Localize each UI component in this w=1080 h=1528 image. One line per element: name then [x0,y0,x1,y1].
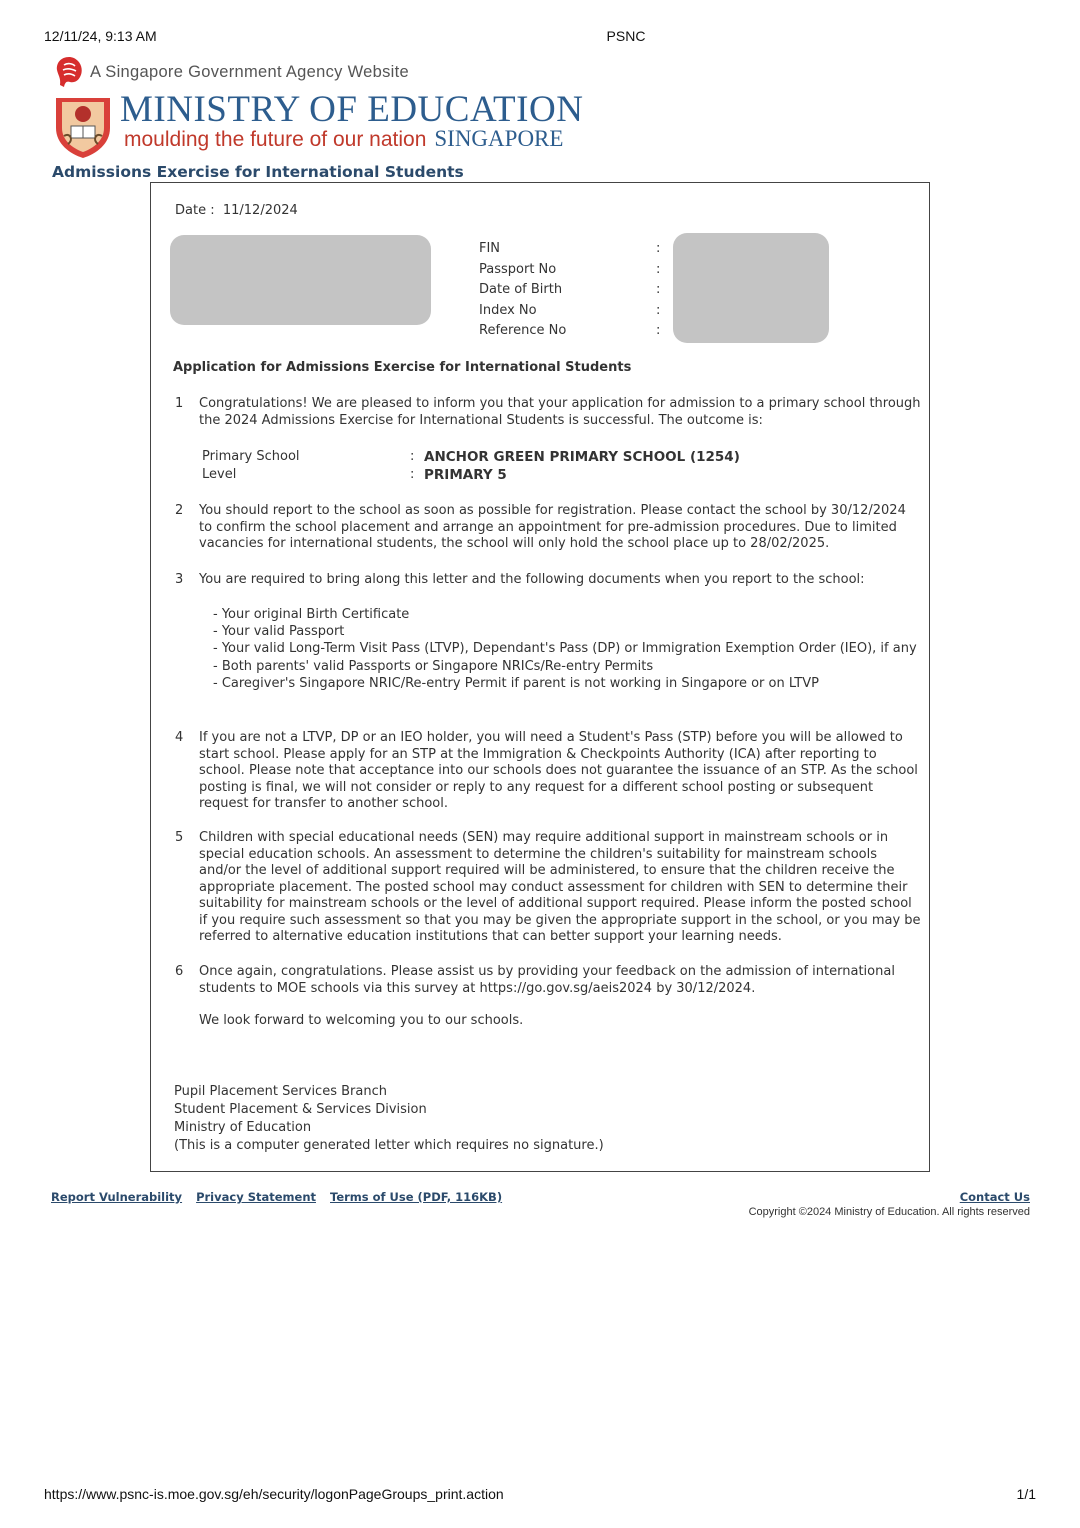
sign-off-line: Student Placement & Services Division [174,1102,427,1117]
id-colon: : [656,302,661,318]
date-value: 11/12/2024 [222,203,298,218]
list-item: - Caregiver's Singapore NRIC/Re-entry Permit if parent is not working in Singapore or on LTVP [213,676,819,692]
moe-tagline [124,126,563,152]
letter-panel [150,182,930,1172]
id-label: Passport No [479,261,557,277]
sign-off-line: (This is a computer generated letter which requires no signature.) [174,1138,604,1153]
list-item: - Your valid Passport [213,623,345,639]
tagline-text: moulding the future of our nation [124,128,427,151]
paragraph-number: 2 [175,503,184,518]
paragraph-text: If you are not a LTVP, DP or an IEO holder, you will need a Student's Pass (STP) before you will be allowed to start school. Please apply for an STP at the Immigration & Checkpoints Authority (ICA) after reporting to school. Please note that acceptance into our schools does not guarantee the issuance of an STP. As the school posting is final, we will not consider or reply to any request for a different school posting or subsequent request for transfer to another school. [199,730,918,811]
outcome-label: Primary School [202,449,300,464]
outcome-level-value: PRIMARY 5 [424,467,507,483]
paragraph-5 [175,830,921,946]
paragraph-6 [175,964,921,1030]
paragraph-2 [175,503,921,553]
contact-us-link[interactable]: Contact Us [959,1190,1030,1204]
letter-subject: Application for Admissions Exercise for International Students [173,360,632,375]
id-label: Index No [479,302,537,318]
list-item: - Your valid Long-Term Visit Pass (LTVP), Dependant's Pass (DP) or Immigration Exemption Order (IEO), if any [213,641,917,657]
privacy-statement-link[interactable]: Privacy Statement [196,1190,316,1204]
list-item: - Both parents' valid Passports or Singapore NRICs/Re-entry Permits [213,658,654,674]
redacted-id-values [673,233,829,343]
outcome-label: Level [202,467,237,482]
paragraph-number: 6 [175,964,184,979]
lion-head-icon [54,55,84,89]
letter-date [175,203,298,218]
sign-off-line: Ministry of Education [174,1120,312,1135]
paragraph-number: 5 [175,830,184,845]
redacted-name-address [170,235,431,325]
id-row-dob [479,282,669,303]
id-label: Reference No [479,323,567,338]
id-colon: : [656,261,661,277]
sign-off [174,1083,604,1155]
page-heading: Admissions Exercise for International Students [52,163,464,181]
paragraph-number: 1 [175,396,184,411]
paragraph-number: 3 [175,572,184,587]
id-colon: : [656,323,661,338]
print-datetime: 12/11/24, 9:13 AM [44,28,157,44]
id-row-reference [479,323,669,344]
id-fields [479,241,669,344]
report-vulnerability-link[interactable]: Report Vulnerability [51,1190,183,1204]
id-row-fin [479,241,669,262]
paragraph-text: You are required to bring along this letter and the following documents when you report to the school: [199,572,865,587]
paragraph-number: 4 [175,730,184,745]
paragraph-4 [175,730,921,813]
terms-of-use-link[interactable]: Terms of Use (PDF, 116KB) [330,1190,503,1204]
id-label: FIN [479,241,501,256]
list-item: - Your original Birth Certificate [213,606,410,622]
paragraph-1 [175,396,921,429]
outcome-colon: : [410,449,415,464]
paragraph-text: Once again, congratulations. Please assist us by providing your feedback on the admission of international students to MOE schools via this survey at https://go.gov.sg/aeis2024 by 30/12/2024. [199,964,895,996]
moe-crest-icon[interactable] [52,92,114,160]
moe-wordmark [120,89,600,158]
paragraph-text: Children with special educational needs (SEN) may require additional support in mainstream schools or in special education schools. An assessment to determine the children's suitability for mainstream schools and/or the level of additional support required will be administered, to ensure that the children receive the appropriate placement. The posted school may conduct assessment for children with SEN to determine their suitability for mainstream schools or the level of additional support required. Please inform the posted school if you require such assessment so that you may be given the appropriate support in the school, or you may be referred to alternative education institutions that can better support your learning needs. [199,830,921,944]
closing-text: We look forward to welcoming you to our schools. [199,1013,524,1028]
moe-country: SINGAPORE [434,126,564,151]
paragraph-3 [175,572,921,693]
gov-banner-text: A Singapore Government Agency Website [90,62,409,81]
moe-title: MINISTRY OF EDUCATION [120,89,584,130]
gov-banner [54,54,409,90]
outcome-school-value: ANCHOR GREEN PRIMARY SCHOOL (1254) [424,449,740,465]
id-colon: : [656,241,661,256]
id-colon: : [656,282,661,297]
sign-off-line: Pupil Placement Services Branch [174,1084,387,1099]
id-row-passport [479,262,669,283]
outcome-row-school [202,448,742,466]
outcome-block [202,448,742,484]
document-list [199,606,921,693]
paragraph-text: You should report to the school as soon as possible for registration. Please contact the school by 30/12/2024 to confirm the school placement and arrange an appointment for pre-admission procedures. Due to limited vacancies for international students, the school will only hold the school place up to 28/02/2025. [199,503,906,551]
copyright-text: Copyright ©2024 Ministry of Education. All rights reserved [748,1206,1030,1218]
footer-links [51,1190,512,1204]
outcome-colon: : [410,467,415,482]
id-row-index [479,303,669,324]
print-page-number: 1/1 [1016,1486,1036,1502]
paragraph-text: Congratulations! We are pleased to inform you that your application for admission to a primary school through the 2024 Admissions Exercise for International Students is successful. The outcome is: [199,396,921,428]
print-url: https://www.psnc-is.moe.gov.sg/eh/security/logonPageGroups_print.action [44,1486,504,1502]
id-label: Date of Birth [479,282,563,297]
moe-header [52,89,600,162]
print-page-title: PSNC [606,28,646,44]
outcome-row-level [202,466,742,484]
date-label: Date : [175,203,215,218]
